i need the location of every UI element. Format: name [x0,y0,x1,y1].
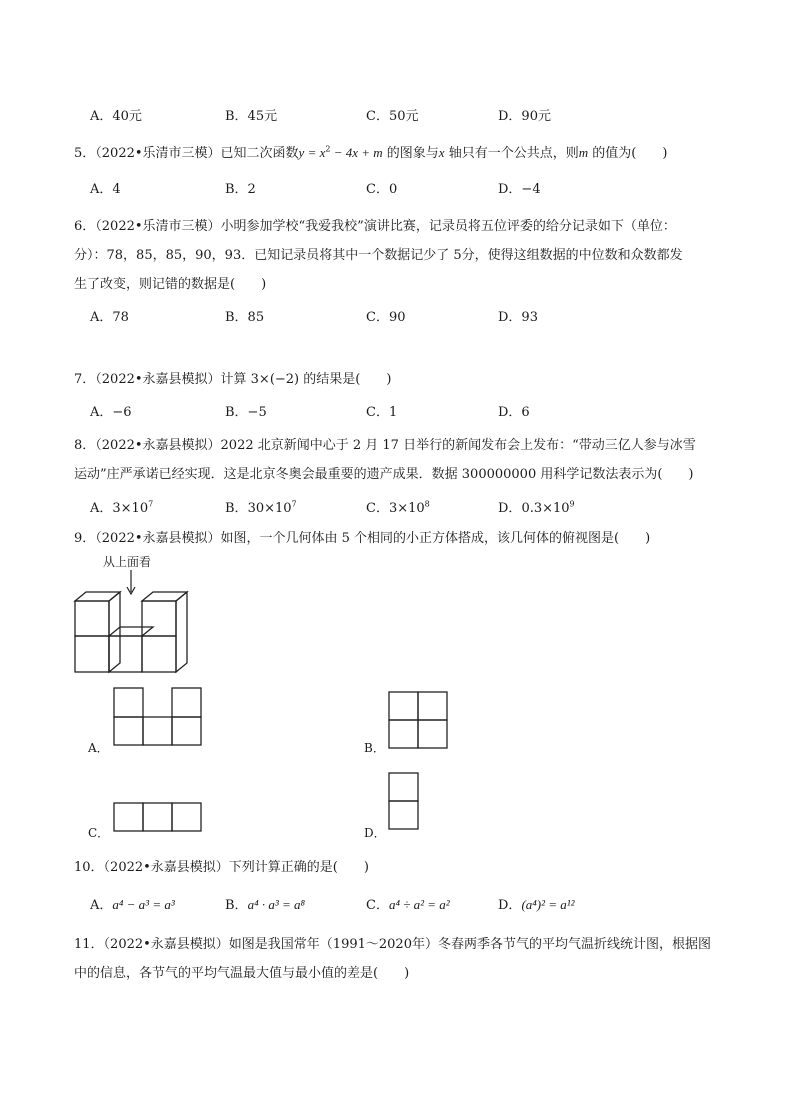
q10-option-c [366,894,450,913]
q6-option-b: B．85 [225,310,265,325]
q6-option-a: A．78 [90,310,129,325]
q10-option-d [498,894,575,913]
q10-d-expr: (a⁴)² = a¹² [521,897,575,912]
q7-stem: 7．（2022•永嘉县模拟）计算 3×(−2) 的结果是( ) [74,372,392,387]
q8-a-label: A． [90,501,113,516]
q8-option-b [225,497,297,516]
q11-line2: 中的信息，各节气的平均气温最大值与最小值的差是( ) [74,966,410,981]
q5-var-m: m [578,145,589,160]
q10-a-expr: a⁴ − a³ = a³ [112,897,175,912]
q8-option-d [498,497,575,516]
q9-option-b-label: B． [364,741,385,755]
q6-option-d: D．93 [498,310,538,325]
q5-var-y: y [298,145,305,160]
q10-b-expr: a⁴ · a³ = a⁸ [247,897,306,912]
q8-a-exp: 7 [148,499,154,509]
q10-c-label: C． [366,898,389,913]
q5-mid: 的图象与 [382,146,439,161]
q9-view-label: 从上面看 [103,555,152,569]
q9-solid-figure [70,568,195,678]
q8-option-a [90,497,153,516]
q9-option-d-figure[interactable] [388,772,420,832]
q10-d-label: D． [498,898,522,913]
q9-option-a-figure[interactable] [113,687,203,747]
q5-option-a: A．4 [90,182,121,197]
q5-option-d: D．−4 [498,182,541,197]
q10-c-expr: a⁴ ÷ a² = a² [388,897,450,912]
q6-line3: 生了改变，则记错的数据是( ) [74,277,267,292]
q10-option-a [90,894,175,913]
q10-a-label: A． [90,898,113,913]
q8-d-base: 0.3×10 [521,501,570,516]
q6-line1: 6．（2022•乐清市三模）小明参加学校“我爱我校”演讲比赛，记录员将五位评委的给分记录如下（单位： [74,219,676,234]
q8-d-label: D． [498,501,522,516]
q5-option-c: C．0 [366,182,398,197]
q5-head: 5．（2022•乐清市三模）已知二次函数 [74,146,299,161]
q6-option-c: C．90 [366,310,406,325]
q8-c-base: 3×10 [388,501,425,516]
q9-stem: 9．（2022•永嘉县模拟）如图，一个几何体由 5 个相同的小正方体搭成，该几何体的俯视图是( ) [74,531,651,546]
q8-b-base: 30×10 [247,501,292,516]
q6-line2: 分）：78，85，85，90，93．已知记录员将其中一个数据记少了 5分，使得这组数据的中位数和众数都发 [74,248,683,263]
q9-option-c-figure[interactable] [113,802,205,834]
q8-b-label: B． [225,501,248,516]
q8-line2: 运动”庄严承诺已经实现．这是北京冬奥会最重要的遗产成果．数据 300000000 用科学记数法表示为( ) [74,467,694,482]
q8-b-exp: 7 [291,499,297,509]
q5-stem: 5．（2022•乐清市三模）已知二次函数$y = x^2 - 4x + m$ 的图象与x 轴只有一个公共点，则m 的值为( ) [74,144,668,161]
q4-option-b: B．45元 [225,109,278,124]
q9-option-d-label: D． [364,826,386,840]
q10-option-b [225,894,305,913]
q9-option-c-label: C． [88,826,110,840]
q11-line1: 11．（2022•永嘉县模拟）如图是我国常年（1991～2020年）冬春两季各节气的平均气温折线统计图，根据图 [74,937,711,952]
q5-var-x: x [438,145,445,160]
q8-c-label: C． [366,501,389,516]
q5-eq: = x [304,145,326,160]
q5-option-b: B．2 [225,182,256,197]
q8-line1: 8．（2022•永嘉县模拟）2022 北京新闻中心于 2 月 17 日举行的新闻发布会上发布：“带动三亿人参与冰雪 [74,438,696,453]
q5-tail: 的值为( ) [588,146,668,161]
q4-option-a: A．40元 [90,109,142,124]
q7-option-a: A．−6 [90,405,132,420]
q7-option-c: C．1 [366,405,398,420]
q8-c-exp: 8 [424,499,430,509]
q8-a-base: 3×10 [112,501,149,516]
q9-option-a-label: A． [88,741,109,755]
q10-b-label: B． [225,898,248,913]
q7-option-b: B．−5 [225,405,267,420]
q10-stem: 10．（2022•永嘉县模拟）下列计算正确的是( ) [74,860,369,875]
q5-mid2: 轴只有一个公共点，则 [444,146,579,161]
q8-option-c [366,497,430,516]
q9-option-b-figure[interactable] [388,691,450,751]
q4-option-d: D．90元 [498,109,551,124]
q4-option-c: C．50元 [366,109,419,124]
q5-expr: − 4x + m [330,145,383,160]
q7-option-d: D．6 [498,405,530,420]
q8-d-exp: 9 [569,499,575,509]
